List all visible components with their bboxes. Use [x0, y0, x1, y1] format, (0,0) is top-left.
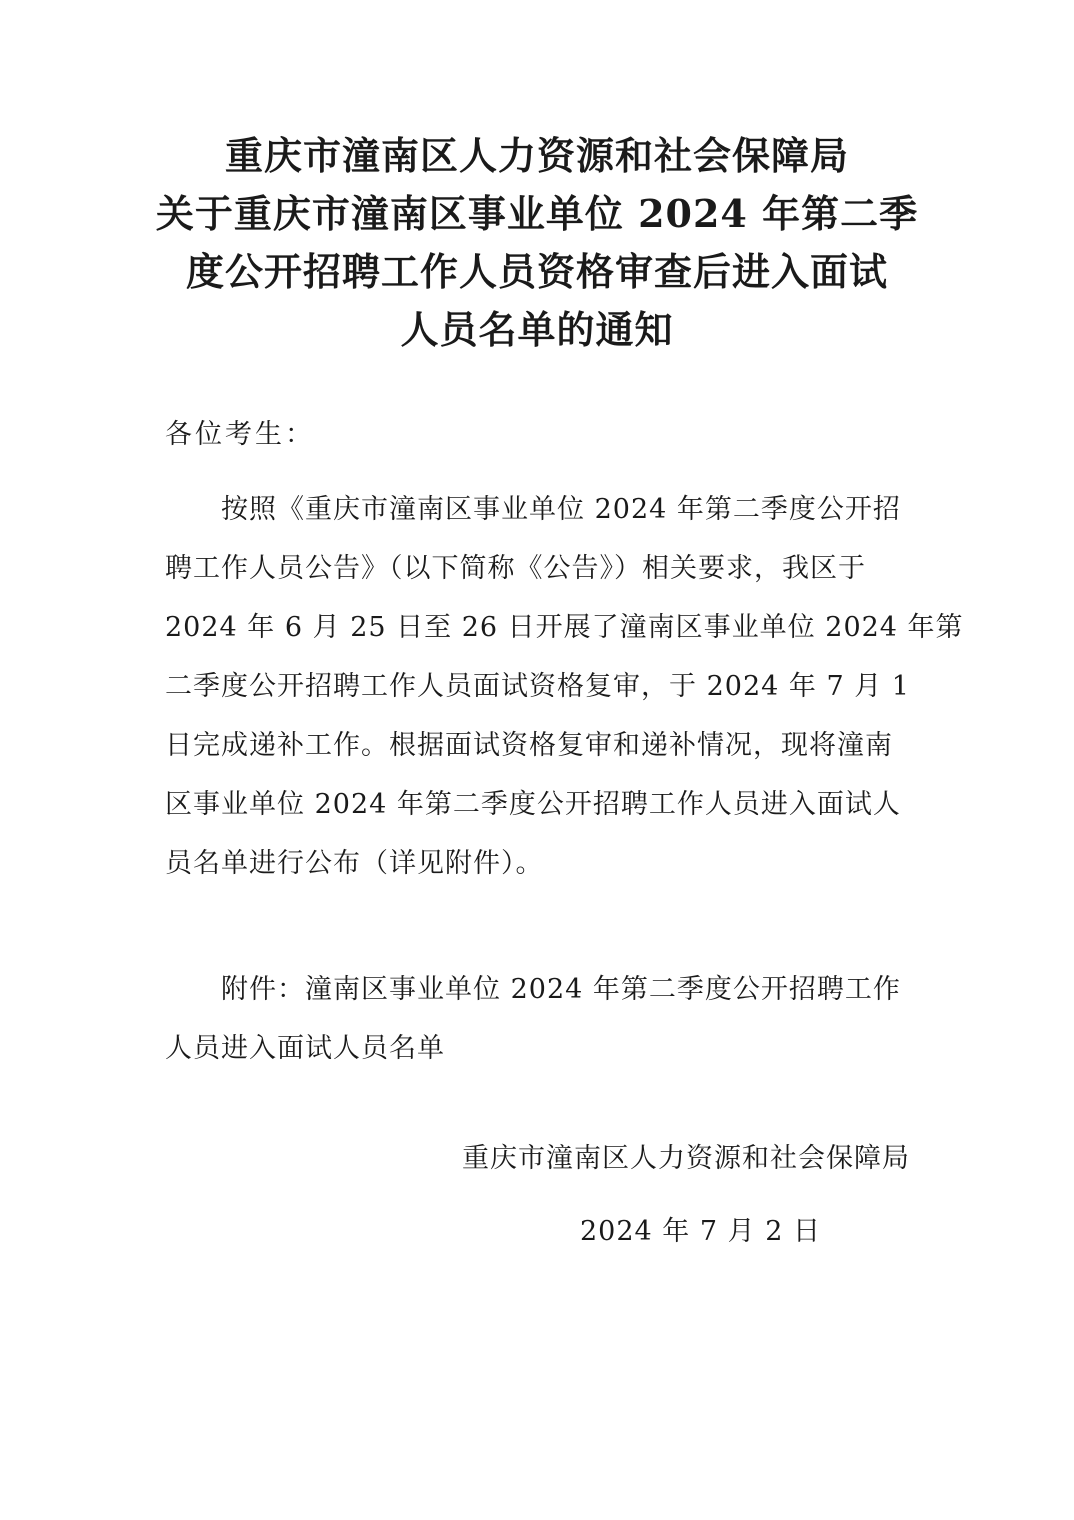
title-line: 重庆市潼南区人力资源和社会保障局 [224, 133, 849, 178]
body-line: 区事业单位 2024 年第二季度公开招聘工作人员进入面试人 [165, 789, 901, 820]
body-line: 按照《重庆市潼南区事业单位 2024 年第二季度公开招 [221, 494, 901, 525]
document-title [0, 127, 1074, 359]
title-line: 关于重庆市潼南区事业单位 2024 年第二季 [155, 191, 919, 236]
body-paragraph [165, 480, 964, 893]
title-line: 人员名单的通知 [400, 307, 674, 352]
attachment-line: 人员进入面试人员名单 [165, 1033, 445, 1064]
body-line: 2024 年 6 月 25 日至 26 日开展了潼南区事业单位 2024 年第 [165, 612, 964, 643]
title-line: 度公开招聘工作人员资格审查后进入面试 [185, 249, 888, 294]
signature-date: 2024 年 7 月 2 日 [580, 1216, 821, 1247]
body-line: 二季度公开招聘工作人员面试资格复审，于 2024 年 7 月 1 [165, 671, 910, 702]
signature-organization: 重庆市潼南区人力资源和社会保障局 [462, 1143, 910, 1174]
body-line: 日完成递补工作。根据面试资格复审和递补情况，现将潼南 [165, 730, 893, 761]
attachment-note [165, 960, 915, 1078]
salutation: 各位考生： [165, 419, 315, 450]
body-line: 员名单进行公布（详见附件）。 [165, 848, 544, 879]
body-line: 聘工作人员公告》（以下简称《公告》）相关要求，我区于 [165, 553, 866, 584]
attachment-line: 附件：潼南区事业单位 2024 年第二季度公开招聘工作 [221, 974, 901, 1005]
